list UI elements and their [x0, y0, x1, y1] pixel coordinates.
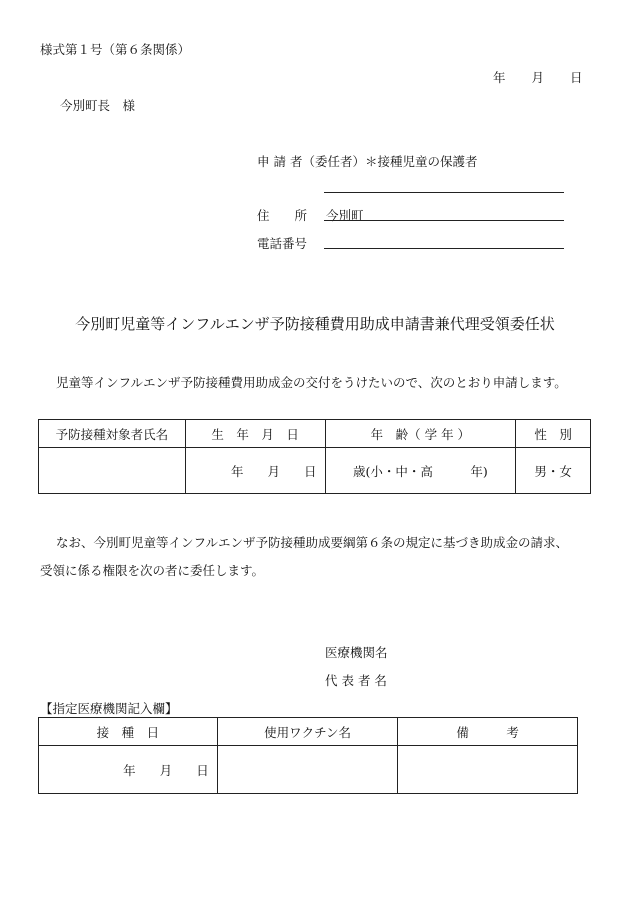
vacc-month-label: 月 — [159, 762, 173, 778]
header-subject-name: 予防接種対象者氏名 — [39, 420, 186, 448]
vaccine-name-cell[interactable] — [217, 746, 398, 794]
birth-day-label: 日 — [304, 463, 317, 479]
header-remarks: 備 考 — [398, 718, 578, 746]
birth-date-cell[interactable] — [185, 448, 325, 494]
representative-label: 代 表 者 名 — [325, 673, 387, 688]
date-day-label: 日 — [570, 70, 583, 85]
sex-cell[interactable]: 男・女 — [516, 448, 591, 494]
document-title: 今別町児童等インフルエンザ予防接種費用助成申請書兼代理受領委任状 — [75, 315, 555, 333]
delegation-text-line1: なお、今別町児童等インフルエンザ予防接種助成要綱第６条の規定に基づき助成金の請求、 — [56, 535, 569, 550]
medical-table-row — [39, 746, 578, 794]
applicant-label: 申 請 者（委任者）＊接種児童の保護者 — [257, 154, 478, 169]
birth-month-label: 月 — [267, 463, 280, 479]
birth-year-label: 年 — [230, 463, 244, 479]
medical-section-heading: 【指定医療機関記入欄】 — [40, 701, 178, 716]
subject-table-header-row — [39, 420, 591, 448]
form-number: 様式第１号（第６条関係） — [40, 42, 191, 57]
phone-label: 電話番号 — [257, 236, 308, 251]
address-label: 住 所 — [257, 208, 308, 223]
header-age-grade: 年 齢（ 学 年 ） — [325, 420, 516, 448]
subject-table-row — [39, 448, 591, 494]
date-line — [493, 68, 583, 86]
header-sex: 性 別 — [516, 420, 591, 448]
addressee: 今別町長 様 — [60, 98, 136, 113]
institution-label: 医療機関名 — [325, 645, 388, 660]
remarks-cell[interactable] — [398, 746, 578, 794]
header-birth-date: 生 年 月 日 — [185, 420, 325, 448]
address-field[interactable] — [324, 220, 564, 221]
intro-text: 児童等インフルエンザ予防接種費用助成金の交付をうけたいので、次のとおり申請します。 — [56, 375, 567, 390]
header-vaccination-date: 接 種 日 — [39, 718, 218, 746]
medical-table — [38, 717, 578, 794]
applicant-name-field[interactable] — [324, 192, 564, 193]
vacc-day-label: 日 — [196, 762, 209, 778]
date-month-label: 月 — [531, 70, 545, 85]
subject-name-cell[interactable] — [39, 448, 186, 494]
vacc-year-label: 年 — [123, 762, 136, 778]
date-year-label: 年 — [493, 70, 506, 85]
age-cell[interactable]: 歳(小・中・高 年) — [325, 448, 516, 494]
medical-table-header-row — [39, 718, 578, 746]
address-value: 今別町 — [326, 208, 364, 223]
phone-field[interactable] — [324, 248, 564, 249]
vaccination-date-cell[interactable] — [39, 746, 218, 794]
delegation-text-line2: 受領に係る権限を次の者に委任します。 — [40, 563, 265, 578]
header-vaccine-name: 使用ワクチン名 — [217, 718, 398, 746]
subject-table — [38, 419, 591, 494]
